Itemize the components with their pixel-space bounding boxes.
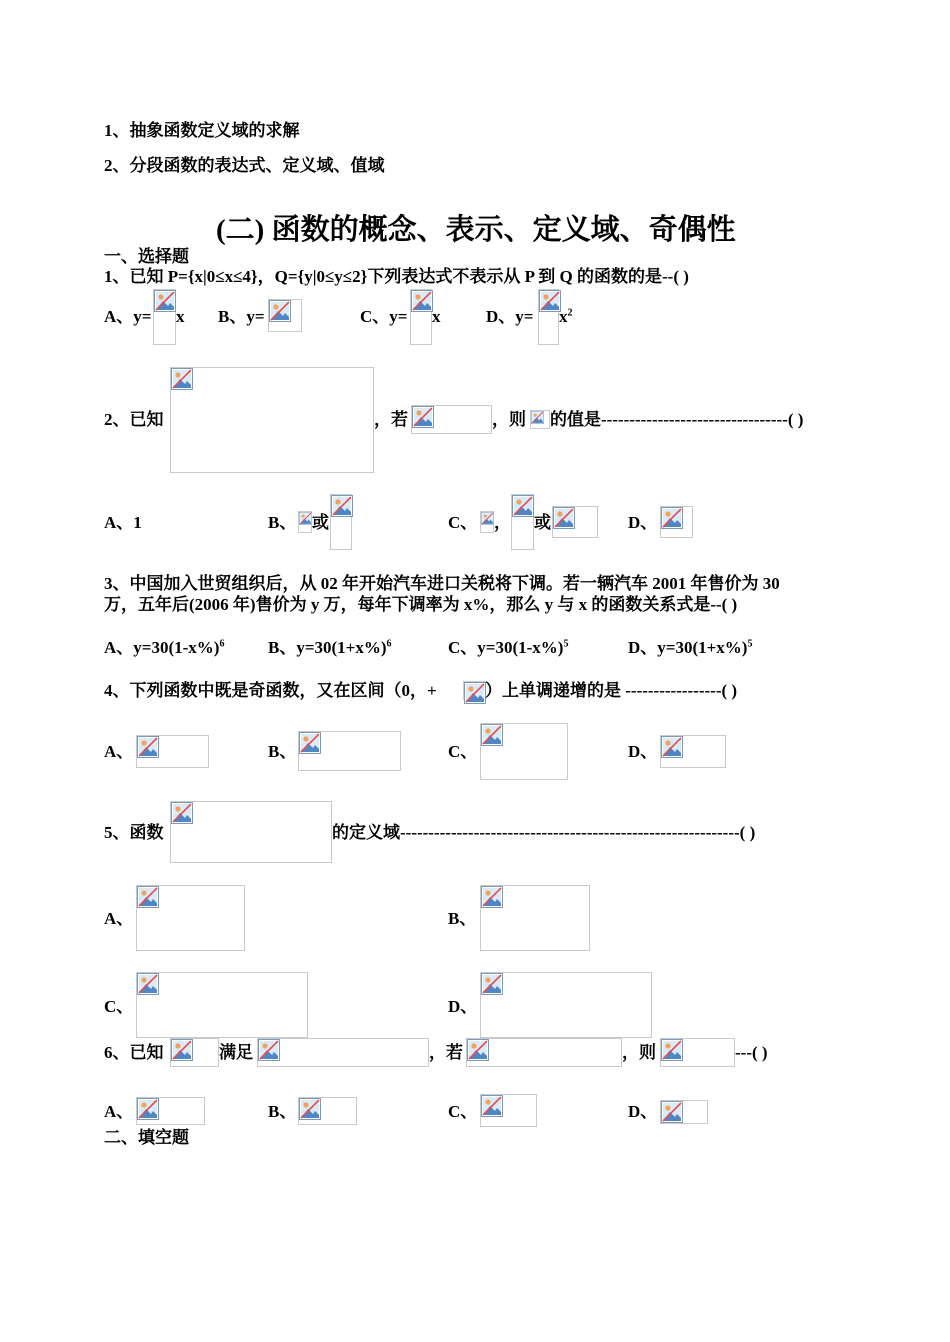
q6-option-d-image [660,1100,708,1124]
q2-tail: 的值是---------------------------------( ) [550,410,804,429]
q2-variable-image [530,410,550,429]
q1-option-d-image [538,289,559,345]
q6-lead: 6、已知 [104,1043,164,1062]
q6-option-c-image [480,1094,537,1127]
q2-condition-image [411,405,492,434]
q5-option-d-image [480,972,652,1038]
q4-option-d-image [660,735,726,768]
q3-option-c: C、$y=30(1-x\%)^5$ [448,638,569,657]
q5-tail: 的定义域------------------------------------------------------------( ) [332,823,756,842]
q5-option-c-image [136,972,308,1038]
intro-item-1: 1、抽象函数定义域的求解 [104,121,300,140]
q5-option-d-label: D、 [448,997,478,1016]
q4-option-c-label: C、 [448,742,478,761]
q1-option-b-image [268,299,302,332]
q1-option-c-label: C、y= [360,307,408,326]
q3-option-a: A、$y=30(1-x\%)^6$ [104,638,225,657]
q1-option-a-image [153,289,176,345]
q2-option-d-image [660,506,693,538]
part1-heading: 一、选择题 [104,247,189,266]
q5-option-a-image [136,885,245,951]
q6-option-a-image [136,1097,205,1125]
q6-condition-image [466,1038,622,1067]
q4-option-a-label: A、 [104,742,134,761]
q3-line-1: 3、中国加入世贸组织后，从 02 年开始汽车进口关税将下调。若一辆汽车 2001 年售价为 30 [104,574,780,593]
q1-option-c-var: x [432,307,441,326]
intro-item-2: 2、分段函数的表达式、定义域、值域 [104,156,385,175]
q3-option-b: B、$y=30(1+x\%)^6$ [268,638,392,657]
q2-option-c-or: 或 [534,513,551,532]
q2-option-d-label: D、 [628,513,658,532]
q2-piecewise-function-image [170,367,374,473]
q2-if: ，若 [374,410,408,429]
q6-satisfy: 满足 [219,1043,253,1062]
q5-function-image [170,801,332,863]
q2-option-a: A、1 [104,513,142,532]
q2-lead: 2、已知 [104,410,164,429]
q4-infinity-image [463,681,485,700]
q4-option-c-image [480,723,568,780]
q5-option-b-image [480,885,590,951]
q6-option-d-label: D、 [628,1102,658,1121]
q4-option-b-label: B、 [268,742,297,761]
q4-option-b-image [298,731,401,771]
q2-option-b-image-2 [330,494,352,550]
q4-option-d-label: D、 [628,742,658,761]
q2-option-c-comma: ， [494,513,511,532]
q6-option-b-label: B、 [268,1102,297,1121]
section-title: (二) 函数的概念、表示、定义域、奇偶性 [216,214,736,246]
q3-line-2: 万，五年后(2006 年)售价为 y 万，每年下调率为 x%，那么 y 与 x 的函数关系式是--( ) [104,595,738,614]
q2-option-c-label: C、 [448,513,478,532]
q6-option-a-label: A、 [104,1102,134,1121]
q6-if: ，若 [429,1043,463,1062]
q2-option-b-image-1 [298,511,312,533]
q2-option-c-image-1 [480,511,494,533]
q3-option-d: D、$y=30(1+x\%)^5$ [628,638,753,657]
q1-option-d-label: D、y= [486,307,534,326]
q1-option-c-image [410,289,432,345]
q5-option-a-label: A、 [104,909,134,928]
q6-equation-image [257,1038,429,1067]
q6-option-c-label: C、 [448,1102,478,1121]
q1-option-d-var: $x^2$ [559,307,573,326]
q4-stem-after: ）上单调递增的是 -----------------( ) [485,681,738,700]
q6-tail: ---( ) [735,1043,768,1062]
q2-option-b-label: B、 [268,513,297,532]
q2-option-c-image-3 [552,506,598,538]
q2-option-b-or: 或 [312,513,329,532]
q6-option-b-image [298,1097,357,1125]
q5-lead: 5、函数 [104,823,164,842]
part2-heading: 二、填空题 [104,1128,189,1147]
q2-option-c-image-2 [511,494,534,550]
q5-option-c-label: C、 [104,997,134,1016]
q4-stem-before: 4、下列函数中既是奇函数，又在区间（0，+ [104,681,437,700]
q1-stem: 1、已知 P={x|0≤x≤4}，Q={y|0≤y≤2}下列表达式不表示从 P 到 Q 的函数的是--( ) [104,267,689,286]
q1-option-a-var: x [176,307,185,326]
q1-option-b-label: B、y= [218,307,265,326]
q6-then: ，则 [622,1043,656,1062]
q5-option-b-label: B、 [448,909,477,928]
q2-then: ，则 [492,410,526,429]
q6-target-image [660,1038,735,1067]
q1-option-a-label: A、y= [104,307,152,326]
q4-option-a-image [136,735,209,768]
q6-function-image [170,1038,219,1067]
